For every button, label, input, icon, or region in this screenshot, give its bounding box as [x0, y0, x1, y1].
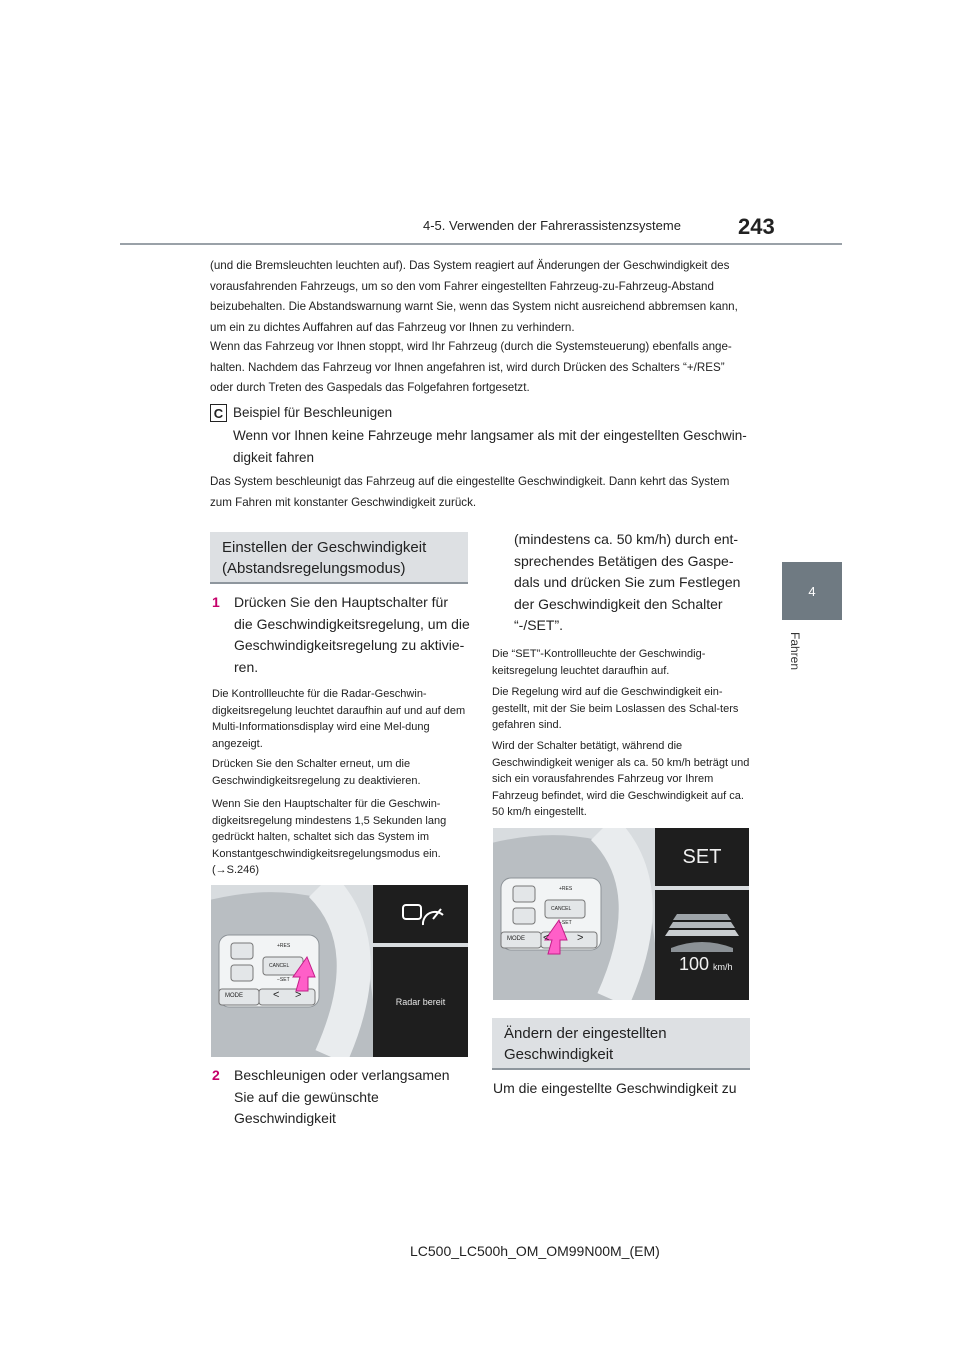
step-1-text: Drücken Sie den Hauptschalter für die Geschwindigkeitsregelung, um die Geschwindigkeitsregelung zu aktivie-ren. — [234, 594, 470, 675]
note-3-reference: (→S.246) — [212, 864, 260, 876]
radar-cruise-icon — [373, 885, 468, 943]
intro-paragraph-1: (und die Bremsleuchten leuchten auf). Das System reagiert auf Änderungen der Geschwindigkeit des vorausfahrenden Fahrzeugs, um so den vom Fahrer eingestellten Fahrzeug-zu-Fahrzeug-Abstand beizubehalten. Die Abstandswarnung warnt Sie, wenn das System nicht ausreichend abbremsen kann, um ein zu dichtes Auffahren auf das Fahrzeug vor Ihnen zu verhindern. — [210, 259, 738, 334]
step-2-number: 2 — [212, 1067, 220, 1083]
step-2-text: Beschleunigen oder verlangsamen Sie auf die gewünschte Geschwindigkeit — [234, 1067, 450, 1126]
note-6: Wird der Schalter betätigt, während die Geschwindigkeit weniger als ca. 50 km/h beträgt und sich ein vorausfahrendes Fahrzeug vor Ihrem Fahrzeug befindet, wird die Geschwindigkeit auf ca. 50 km/h eingestellt. — [492, 740, 750, 818]
step-1-number: 1 — [212, 594, 220, 610]
radar-cruise-indicator-panel — [373, 885, 468, 943]
intro-paragraph-2: Wenn das Fahrzeug vor Ihnen stoppt, wird Ihr Fahrzeug (durch die Systemsteuerung) ebenfalls ange-halten. Nachdem das Fahrzeug vor Ihnen angefahren ist, wird durch Drücken des Schalters “+/RES” oder durch Treten des Gaspedals das Folgefahren fortgesetzt. — [210, 340, 732, 394]
example-body: Das System beschleunigt das Fahrzeug auf die eingestellte Geschwindigkeit. Dann kehrt das System zum Fahren mit konstanter Geschwindigkeit zurück. — [210, 475, 730, 509]
step-2 — [212, 1065, 470, 1126]
page-number: 243 — [738, 214, 775, 239]
chapter-label: Fahren — [788, 632, 802, 671]
distance-bars-icon — [655, 890, 749, 960]
chapter-label-wrap — [780, 632, 808, 692]
cancel-label-2: CANCEL — [551, 906, 572, 912]
mode-label-2: MODE — [507, 936, 525, 942]
set-speed-display — [655, 890, 749, 1000]
example-title: Beispiel für Beschleunigen — [233, 405, 393, 420]
set-speed-value: 100 — [679, 954, 710, 974]
section-change-body: Um die eingestellte Geschwindigkeit zu — [493, 1080, 737, 1096]
step-1 — [212, 592, 470, 682]
chapter-number: 4 — [808, 583, 816, 599]
note-5: Die Regelung wird auf die Geschwindigkeit ein-gestellt, mit der Sie beim Loslassen des Schal-ters gefahren sind. — [492, 686, 739, 731]
res-label-2: +RES — [559, 886, 573, 892]
right-arrow-label: > — [295, 989, 302, 1001]
left-arrow-label: < — [273, 989, 280, 1001]
set-label: −SET — [277, 977, 290, 983]
res-label: +RES — [277, 943, 291, 949]
document-code: LC500_LC500h_OM_OM99N00M_(EM) — [410, 1243, 660, 1259]
right-arrow-label-2: > — [577, 932, 584, 944]
note-1: Die Kontrollleuchte für die Radar-Geschwin-digkeitsregelung leuchtet daraufhin auf und auf dem Multi-Informationsdisplay wird eine Mel-dung angezeigt. — [212, 688, 466, 750]
set-label-2: −SET — [559, 920, 572, 926]
set-indicator-text: SET — [682, 845, 722, 868]
note-4: Die “SET”-Kontrollleuchte der Geschwindig-keitsregelung leuchtet daraufhin auf. — [492, 648, 706, 677]
left-arrow-label-2: < — [543, 932, 550, 944]
example-subtitle: Wenn vor Ihnen keine Fahrzeuge mehr langsamer als mit der eingestellten Geschwin-digkeit fahren — [233, 428, 747, 465]
radar-ready-text: Radar bereit — [395, 997, 446, 1007]
chapter-tab — [782, 562, 842, 620]
multi-info-display — [373, 947, 468, 1057]
figure-steering-wheel-main-switch — [211, 885, 468, 1057]
set-indicator-panel — [655, 828, 749, 886]
header-rule — [120, 243, 842, 245]
section-heading-set: Einstellen der Geschwindigkeit (Abstandsregelungsmodus) — [210, 532, 468, 584]
section-heading-change: Ändern der eingestellten Geschwindigkeit — [492, 1018, 750, 1070]
section-title: 4-5. Verwenden der Fahrerassistenzsysteme — [423, 218, 681, 233]
note-3: Wenn Sie den Hauptschalter für die Geschwin-digkeitsregelung mindestens 1,5 Sekunden lang gedrückt halten, schaltet sich das System im Konstantgeschwindigkeitsregelungsmodus ein. — [212, 798, 447, 860]
figure-steering-wheel-set-switch — [493, 828, 749, 1000]
example-badge: C — [210, 404, 227, 422]
cancel-label: CANCEL — [269, 963, 290, 969]
mode-label: MODE — [225, 993, 243, 999]
step-2-continuation: (mindestens ca. 50 km/h) durch ent-sprechendes Betätigen des Gaspe-dals und drücken Sie zum Festlegen der Geschwindigkeit den Schalter “-/SET”. — [514, 531, 741, 633]
note-2: Drücken Sie den Schalter erneut, um die Geschwindigkeitsregelung zu deaktivieren. — [212, 758, 421, 787]
set-speed-unit: km/h — [713, 962, 733, 972]
